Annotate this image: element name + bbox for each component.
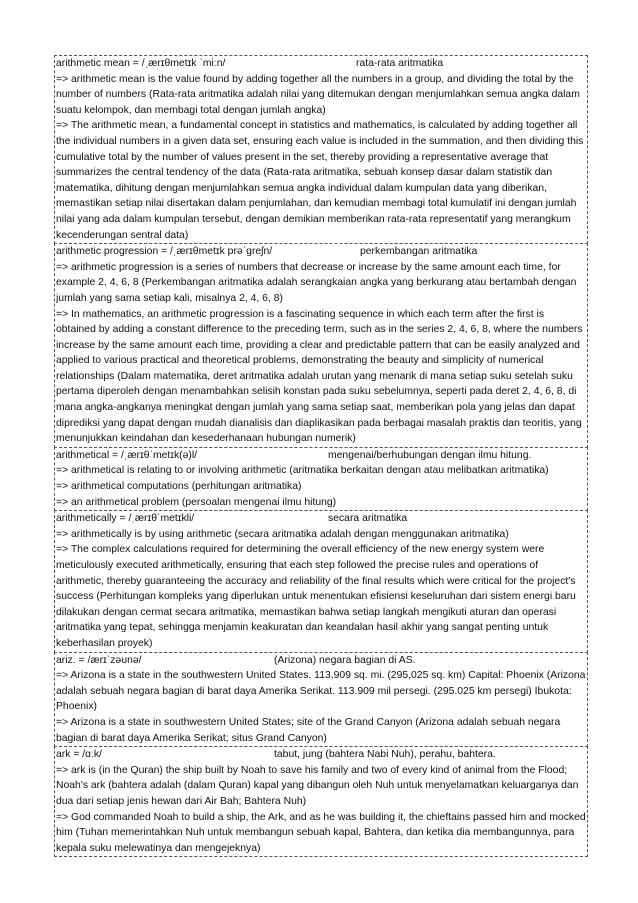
dictionary-page bbox=[54, 56, 588, 857]
entry-term: ark = /ɑːk/ bbox=[56, 749, 102, 761]
entry-example: => In mathematics, an arithmetic progression is a fascinating sequence in which each term after the first is obtained by adding a constant difference to the preceding term, such as in the series 2, 4, 6, 8, where the numbers increase by the same amount each time, providing a clear and predictable pattern that can be easily analyzed and applied to various practical and theoretical problems, demonstrating the beauty and simplicity of numerical relationships (Dalam matematika, deret aritmatika adalah urutan yang menarik di mana setiap suku setelah suku pertama diperoleh dengan menambahkan selisih konstan pada suku sebelumnya, seperti pada deret 2, 4, 6, 8, di mana angka-angkanya meningkat dengan jumlah yang sama setiap saat, memberikan pola yang jelas dan dapat diprediksi yang dapat dengan mudah dianalisis dan diaplikasikan pada berbagai masalah praktis dan teoritis, yang menunjukkan keindahan dan kesederhanaan hubungan numerik) bbox=[56, 308, 583, 445]
entry-headline bbox=[56, 511, 586, 527]
entry-meaning: perkembangan aritmatika bbox=[360, 246, 478, 258]
dictionary-entry bbox=[54, 55, 588, 244]
entry-definition: => arithmetically is by using arithmetic (secara aritmatika adalah dengan menggunakan aritmatika) bbox=[56, 528, 509, 540]
entry-headline bbox=[56, 448, 586, 464]
entry-definition: => ark is (in the Quran) the ship built by Noah to save his family and two of every kind of animal from the Flood; Noah's ark (bahtera adalah (dalam Quran) kapal yang dibangun oleh Nuh untuk menyelamatkan keluarganya dan dua dari setiap jenis hewan dari Air Bah; Bahtera Nuh) bbox=[56, 764, 579, 807]
entry-example: => Arizona is a state in southwestern United States; site of the Grand Canyon (Arizona adalah sebuah negara bagian di barat daya Amerika Serikat; situs Grand Canyon) bbox=[56, 716, 561, 744]
entry-term: ariz. = /ærɪˈzəʊnə/ bbox=[56, 654, 142, 666]
entry-term: arithmetically = /ˌærɪθˈmetɪkli/ bbox=[56, 513, 195, 525]
entry-definition: => arithmetical is relating to or involving arithmetic (aritmatika berkaitan dengan atau melibatkan aritmatika) bbox=[56, 465, 549, 477]
entry-meaning: tabut, jung (bahtera Nabi Nuh), perahu, bahtera. bbox=[274, 749, 496, 761]
entry-definition: => arithmetic mean is the value found by adding together all the numbers in a group, and dividing the total by the number of numbers (Rata-rata aritmatika adalah nilai yang ditemukan dengan menjumlahkan semua angka dalam suatu kelompok, dan membagi total dengan jumlah angka) bbox=[56, 73, 580, 116]
dictionary-entry bbox=[54, 510, 588, 652]
entry-term: arithmetic progression = /ˌærɪθmetɪk prəˈɡreʃn/ bbox=[56, 246, 273, 258]
entry-headline bbox=[56, 56, 586, 72]
entry-definition: => arithmetic progression is a series of numbers that decrease or increase by the same amount each time, for example 2, 4, 6, 8 (Perkembangan aritmatika adalah serangkaian angka yang berkurang atau bertambah dengan jumlah yang sama setiap kali, misalnya 2, 4, 6, 8) bbox=[56, 261, 577, 304]
dictionary-entry bbox=[54, 243, 588, 448]
entry-example: => The complex calculations required for determining the overall efficiency of the new energy system were meticulously executed arithmetically, ensuring that each step followed the precise rules and operations of arithmetic, thereby guaranteeing the accuracy and reliability of the final results which were critical for the project's success (Perhitungan kompleks yang diperlukan untuk menentukan efisiensi keseluruhan dari sistem energi baru dilakukan dengan cermat secara aritmatika, memastikan bahwa setiap langkah mengikuti aturan dan operasi aritmatika yang tepat, sehingga menjamin keakuratan dan keandalan hasil akhir yang sangat penting untuk keberhasilan proyek) bbox=[56, 544, 576, 649]
entry-example: => arithmetical computations (perhitungan aritmatika) bbox=[56, 481, 302, 493]
entry-meaning: secara aritmatika bbox=[328, 513, 408, 525]
dictionary-entry bbox=[54, 652, 588, 748]
entry-meaning: mengenai/berhubungan dengan ilmu hitung. bbox=[328, 449, 532, 461]
entry-meaning: rata-rata aritmatika bbox=[356, 58, 444, 69]
entry-headline bbox=[56, 244, 586, 260]
entry-example: => God commanded Noah to build a ship, the Ark, and as he was building it, the chieftains passed him and mocked him (Tuhan memerintahkan Nuh untuk membangun sebuah kapal, Bahtera, dan ketika dia membangunnya, para kepala suku melewatinya dan mengejeknya) bbox=[56, 811, 586, 854]
dictionary-entry bbox=[54, 746, 588, 857]
entry-definition: => Arizona is a state in the southwestern United States. 113,909 sq. mi. (295,025 sq. km) Capital: Phoenix (Arizona adalah sebuah negara bagian di barat daya Amerika Serikat. 113.909 mil persegi. (295.025 km persegi) Ibukota: Phoenix) bbox=[56, 670, 586, 713]
entry-headline bbox=[56, 747, 586, 763]
entry-example: => The arithmetic mean, a fundamental concept in statistics and mathematics, is calculated by adding together all the individual numbers in a given data set, ensuring each value is included in the summation, and then dividing this cumulative total by the number of values present in the set, thereby providing a representative average that summarizes the central tendency of the data (Rata-rata aritmatika, sebuah konsep dasar dalam statistik dan matematika, dihitung dengan menjumlahkan semua angka individual dalam kumpulan data yang diberikan, memastikan setiap nilai disertakan dalam penjumlahan, dan kemudian membagi total kumulatif ini dengan jumlah nilai yang ada dalam kumpulan tersebut, dengan demikian memberikan rata-rata representatif yang merangkum kecenderungan sentral data) bbox=[56, 120, 584, 241]
entry-meaning: (Arizona) negara bagian di AS. bbox=[274, 654, 416, 666]
entry-term: arithmetic mean = /ˌærɪθmetɪk ˈmiːn/ bbox=[56, 58, 226, 69]
dictionary-entry bbox=[54, 447, 588, 511]
entry-headline bbox=[56, 653, 586, 669]
entry-example: => an arithmetical problem (persoalan mengenai ilmu hitung) bbox=[56, 496, 337, 508]
entry-term: arithmetical = /ˌærɪθˈmetɪk(ə)l/ bbox=[56, 449, 198, 461]
